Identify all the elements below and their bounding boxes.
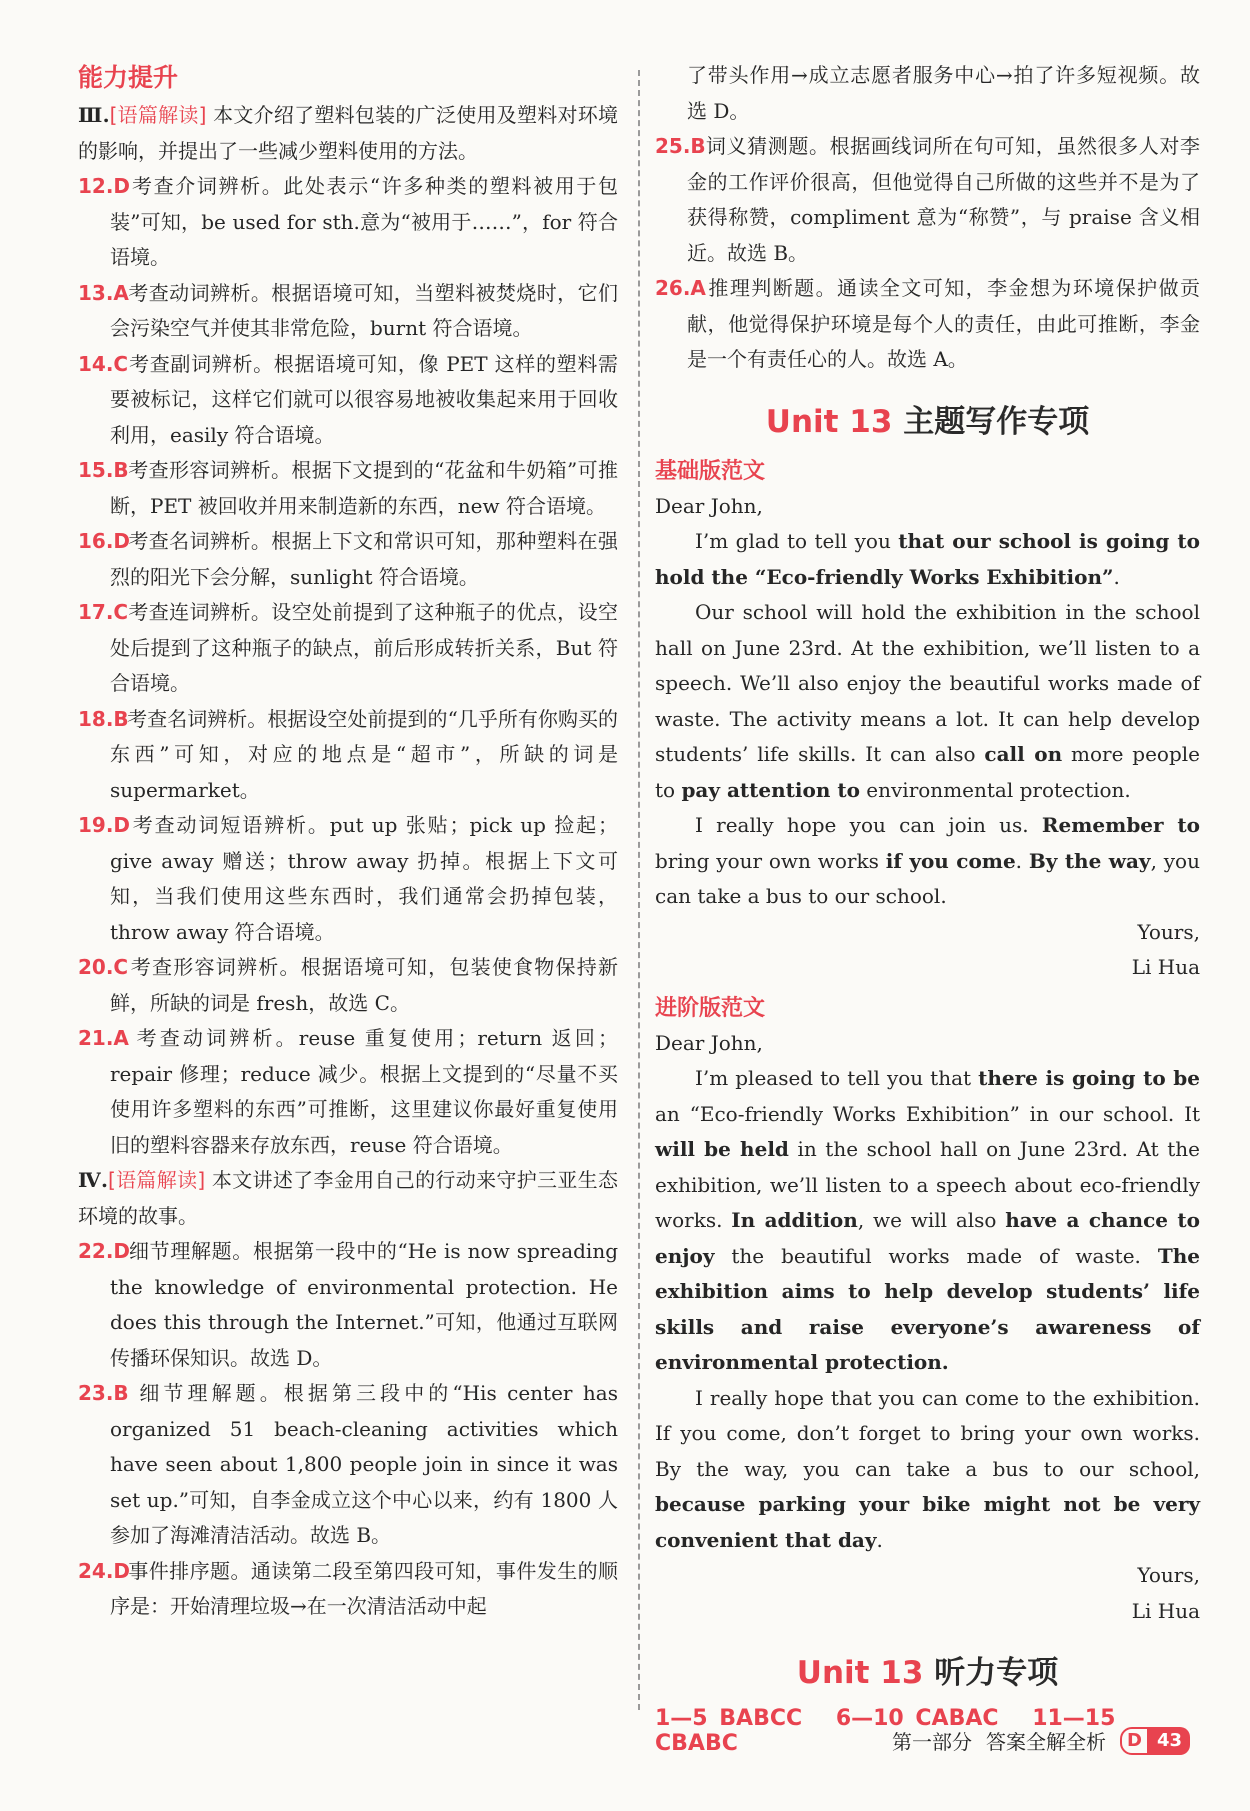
- answer-item: [78, 169, 618, 276]
- answer-explanation: 细节理解题。根据第一段中的“He is now spreading the knowledge of environmental protection. He does this through the Internet.”可知，他通过互联网传播环保知识。故选 D。: [110, 1239, 618, 1370]
- answer-number: 25.B: [655, 134, 706, 158]
- answer-explanation: 考查形容词辨析。根据下文提到的“花盆和牛奶箱”可推断，PET 被回收并用来制造新的东西，new 符合语境。: [110, 458, 619, 518]
- answer-number: 23.B: [78, 1381, 129, 1405]
- answer-item: [78, 524, 618, 595]
- essay-label: 进阶版范文: [655, 995, 766, 1021]
- answer-explanation: 考查介词辨析。此处表示“许多种类的塑料被用于包装”可知，be used for sth.意为“被用于……”，for 符合语境。: [110, 174, 618, 269]
- bold-phrase: Remember to: [1041, 813, 1201, 837]
- section-heading: 能力提升: [78, 63, 179, 92]
- essay-greeting: Dear John,: [655, 493, 763, 518]
- listening-unit-title: [655, 1647, 1200, 1692]
- bold-phrase: call on: [984, 742, 1063, 766]
- left-column: [78, 58, 618, 1625]
- text-run: more people to: [655, 742, 1200, 802]
- essay-signature: Li Hua: [1131, 1598, 1200, 1623]
- answer-explanation: 词义猜测题。根据画线词所在句可知，虽然很多人对李金的工作评价很高，但他觉得自己所做的这些并不是为了获得称赞，compliment 意为“称赞”，与 praise 含义相近。故选 B。: [687, 134, 1201, 265]
- answer-item: [78, 276, 618, 347]
- answer-list-iii: [78, 169, 618, 1163]
- answer-number: 14.C: [78, 351, 129, 376]
- text-run: an “Eco-friendly Works Exhibition” in our school. It: [655, 1101, 1200, 1126]
- bold-phrase: have a chance to enjoy: [655, 1208, 1200, 1268]
- badge-letter: D: [1120, 1727, 1149, 1755]
- page-footer: [892, 1726, 1190, 1755]
- essay-signature: Li Hua: [1131, 955, 1200, 979]
- unit-label: Unit 13: [796, 1655, 924, 1691]
- text-run: , you can take a bus to our school.: [655, 848, 1200, 908]
- answer-item: [78, 1234, 618, 1376]
- text-run: bring your own works: [655, 848, 886, 873]
- essay-paragraph: [655, 595, 1200, 808]
- text-run: in the school hall on June 23rd. At the exhibition, we’ll listen to a speech about eco-friendly works.: [655, 1137, 1200, 1232]
- text-run: I really hope that you can come to the exhibition. If you come, don’t forget to bring your own works. By the way, you can take a bus to our school,: [655, 1385, 1200, 1481]
- answer-item: [78, 702, 618, 809]
- answer-number: 13.A: [78, 280, 129, 305]
- essay-closing: Yours,: [1137, 1563, 1200, 1587]
- basic-essay: [655, 455, 1200, 986]
- answer-explanation: 推理判断题。通读全文可知，李金想为环境保护做贡献，他觉得保护环境是每个人的责任，由此可推断，李金是一个有责任心的人。故选 A。: [687, 276, 1201, 371]
- text-run: I’m pleased to tell you that: [695, 1066, 979, 1090]
- page-number: 43: [1149, 1727, 1190, 1755]
- answer-group: 1—5 BABCC: [655, 1706, 803, 1731]
- bold-phrase: pay attention to: [681, 777, 860, 802]
- writing-unit-title: [655, 396, 1200, 441]
- answer-item: [655, 129, 1200, 271]
- bold-phrase: because parking your bike might not be very convenient that day: [655, 1492, 1200, 1552]
- continued-text: 了带头作用→成立志愿者服务中心→拍了许多短视频。故选 D。: [687, 63, 1200, 123]
- passage-intro-iv: [78, 1163, 618, 1234]
- text-run: , we will also: [857, 1208, 1006, 1232]
- essay-closing: Yours,: [1137, 919, 1200, 944]
- essay-label: 基础版范文: [655, 458, 766, 484]
- bold-phrase: In addition: [731, 1208, 858, 1232]
- passage-summary: 本文介绍了塑料包装的广泛使用及塑料对环境的影响，并提出了一些减少塑料使用的方法。: [78, 103, 619, 163]
- answer-item: [78, 1554, 618, 1625]
- essay-paragraph: [655, 808, 1200, 915]
- text-run: .: [1113, 564, 1120, 589]
- answer-number: 19.D: [78, 813, 131, 837]
- bold-phrase: if you come: [885, 848, 1016, 873]
- answer-number: 21.A: [78, 1026, 129, 1050]
- answer-item: [78, 950, 618, 1021]
- answer-number: 16.D: [78, 529, 131, 553]
- passage-tag: [语篇解读]: [109, 103, 207, 127]
- text-run: I really hope you can join us.: [695, 813, 1042, 837]
- roman-numeral: Ⅳ.: [78, 1168, 108, 1192]
- unit-topic: 听力专项: [934, 1655, 1059, 1691]
- text-run: .: [876, 1527, 883, 1552]
- answer-explanation: 事件排序题。通读第二段至第四段可知，事件发生的顺序是：开始清理垃圾→在一次清洁活动中起: [110, 1558, 619, 1618]
- essay-paragraph: [655, 524, 1200, 595]
- answer-explanation: 考查名词辨析。根据上下文和常识可知，那种塑料在强烈的阳光下会分解，sunlight 符合语境。: [110, 529, 619, 589]
- answer-number: 22.D: [78, 1239, 131, 1263]
- text-run: the beautiful works made of waste.: [714, 1243, 1158, 1268]
- answer-item: [78, 1021, 618, 1163]
- essay-greeting: Dear John,: [655, 1030, 763, 1055]
- answer-item: [78, 453, 618, 524]
- bold-phrase: The exhibition aims to help develop students’ life skills and raise everyone’s awareness of environmental protection.: [655, 1243, 1200, 1374]
- answer-item: [655, 271, 1200, 378]
- answer-explanation: 考查副词辨析。根据语境可知，像 PET 这样的塑料需要被标记，这样它们就可以很容易地被收集起来用于回收利用，easily 符合语境。: [110, 351, 618, 447]
- bold-phrase: By the way: [1028, 848, 1151, 873]
- answer-explanation: 考查动词辨析。reuse 重复使用；return 返回；repair 修理；reduce 减少。根据上文提到的“尽量不买使用许多塑料的东西”可推断，这里建议你最好重复使用旧的塑料容器来存放东西，reuse 符合语境。: [110, 1026, 618, 1157]
- answer-number: 17.C: [78, 600, 129, 624]
- text-run: I’m glad to tell you: [695, 529, 899, 553]
- text-run: environmental protection.: [859, 777, 1131, 802]
- answer-explanation: 细节理解题。根据第三段中的“His center has organized 51 beach-cleaning activities which have seen about 1,800 people join in since it was set up.”可知，自李金成立这个中心以来，约有 1800 人参加了海滩清洁活动。故选 B。: [110, 1381, 618, 1547]
- answer-explanation: 考查形容词辨析。根据语境可知，包装使食物保持新鲜，所缺的词是 fresh，故选 C。: [110, 955, 619, 1015]
- bold-phrase: that our school is going to hold the “Eco-friendly Works Exhibition”: [655, 529, 1200, 589]
- footer-section: 答案全解全析: [985, 1730, 1106, 1754]
- answer-item: [78, 347, 618, 454]
- text-run: Our school will hold the exhibition in the school hall on June 23rd. At the exhibition, we’ll listen to a speech. We’ll also enjoy the beautiful works made of waste. The activity means a lot. It can help develop students’ life skills. It can also: [655, 600, 1200, 766]
- answer-number: 26.A: [655, 276, 706, 300]
- right-column: [655, 58, 1200, 1756]
- answer-number: 18.B: [78, 706, 129, 731]
- answer-number: 12.D: [78, 174, 131, 198]
- unit-label: Unit 13: [765, 403, 893, 440]
- answer-group: 6—10 CABAC: [835, 1706, 999, 1731]
- answer-item: [78, 808, 618, 950]
- answer-number: 24.D: [78, 1558, 131, 1583]
- answer-number: 15.B: [78, 458, 129, 482]
- bold-phrase: will be held: [655, 1137, 789, 1161]
- answer-list-iv: [78, 1234, 618, 1625]
- answer-item: [78, 1376, 618, 1554]
- essay-paragraph: [655, 1061, 1200, 1381]
- footer-part: 第一部分: [891, 1730, 972, 1754]
- text-run: .: [1015, 848, 1029, 873]
- column-divider: [638, 70, 640, 1710]
- passage-intro-iii: [78, 98, 618, 169]
- advanced-essay: [655, 992, 1200, 1630]
- essay-paragraph: [655, 1381, 1200, 1559]
- passage-summary: 本文讲述了李金用自己的行动来守护三亚生态环境的故事。: [78, 1168, 618, 1228]
- answer-explanation: 考查动词辨析。根据语境可知，当塑料被焚烧时，它们会污染空气并使其非常危险，burnt 符合语境。: [110, 280, 619, 340]
- answer-item: [78, 595, 618, 702]
- answer-explanation: 考查动词短语辨析。put up 张贴；pick up 捡起；give away 赠送；throw away 扔掉。根据上下文可知，当我们使用这些东西时，我们通常会扔掉包装，throw away 符合语境。: [110, 813, 618, 944]
- unit-topic: 主题写作专项: [903, 403, 1090, 440]
- page-badge: [1120, 1727, 1190, 1755]
- passage-tag: [语篇解读]: [107, 1168, 206, 1192]
- bold-phrase: there is going to be: [978, 1066, 1200, 1090]
- answer-explanation: 考查连词辨析。设空处前提到了这种瓶子的优点，设空处后提到了这种瓶子的缺点，前后形成转折关系，But 符合语境。: [110, 600, 619, 695]
- answer-group: 11—15 CBABC: [655, 1706, 1116, 1756]
- answer-number: 20.C: [78, 955, 129, 979]
- answer-explanation: 考查名词辨析。根据设空处前提到的“几乎所有你购买的东西”可知，对应的地点是“超市”，所缺的词是 supermarket。: [110, 706, 618, 802]
- roman-numeral: Ⅲ.: [78, 103, 110, 127]
